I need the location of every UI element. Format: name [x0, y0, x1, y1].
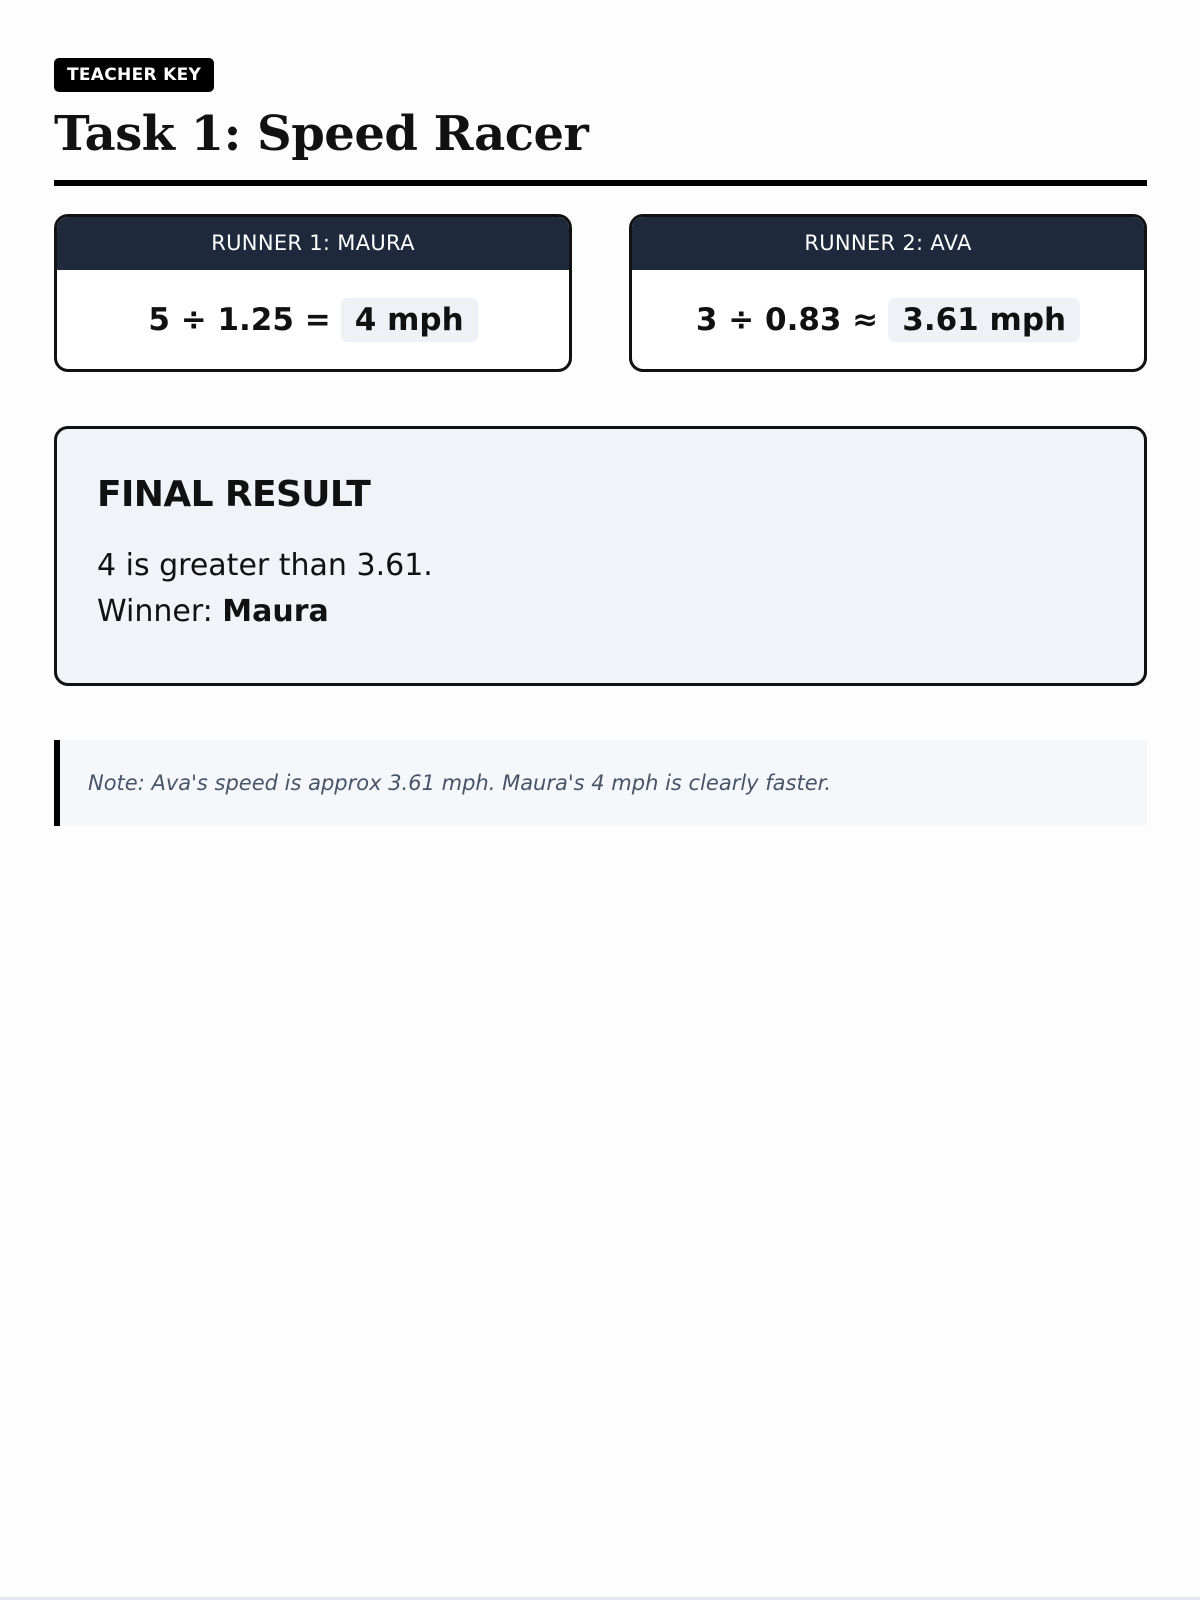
- winner-label: Winner:: [97, 594, 223, 629]
- page-title: Task 1: Speed Racer: [54, 106, 589, 162]
- note-text: Note: Ava's speed is approx 3.61 mph. Maura's 4 mph is clearly faster.: [88, 771, 831, 795]
- runner-card-header: RUNNER 2: AVA: [632, 217, 1144, 270]
- runner-card-header: RUNNER 1: MAURA: [57, 217, 569, 270]
- note-callout: [54, 740, 1147, 826]
- speed-answer: 4 mph: [341, 298, 478, 342]
- speed-equation: 5 ÷ 1.25 =: [148, 301, 331, 338]
- winner-name: Maura: [222, 594, 329, 629]
- runner-cards: [54, 214, 1147, 372]
- winner-line: [97, 589, 1144, 635]
- teacher-key-badge: TEACHER KEY: [54, 58, 214, 92]
- worksheet-page: [54, 58, 1147, 826]
- runner-card-maura: [54, 214, 572, 372]
- runner-card-body: [632, 270, 1144, 369]
- comparison-text: 4 is greater than 3.61.: [97, 548, 433, 583]
- speed-equation: 3 ÷ 0.83 ≈: [695, 301, 879, 338]
- title-divider: [54, 180, 1147, 186]
- runner-card-ava: [629, 214, 1147, 372]
- speed-answer: 3.61 mph: [888, 298, 1080, 342]
- runner-card-body: [57, 270, 569, 369]
- final-result-heading: FINAL RESULT: [97, 474, 371, 515]
- final-result-box: [54, 426, 1147, 686]
